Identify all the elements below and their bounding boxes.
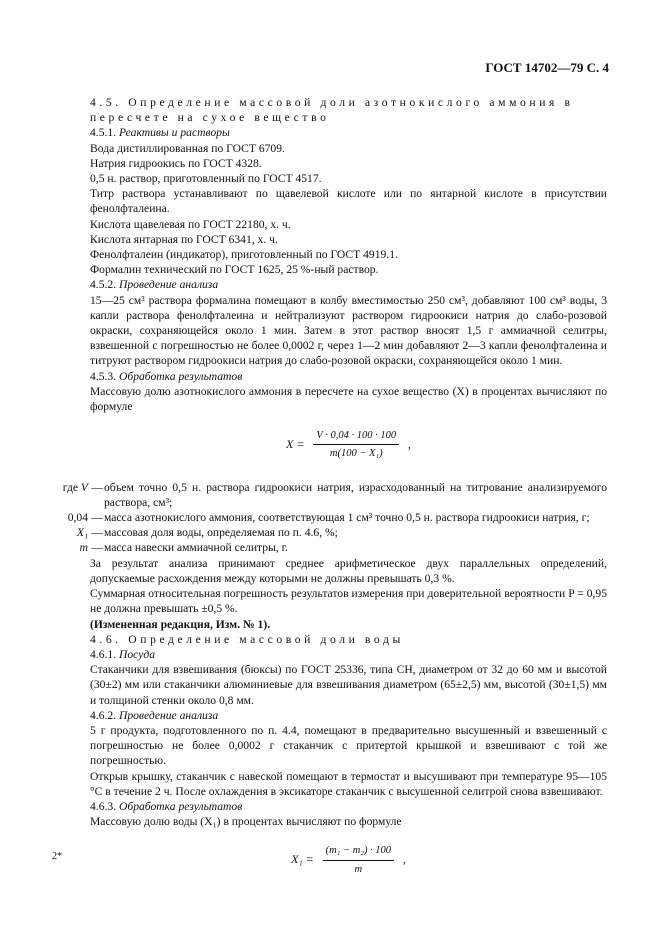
section-4-6-1-title [90,647,607,662]
section-title: Проведение анализа [119,278,219,292]
reagent-line: Вода дистиллированная по ГОСТ 6709. [90,141,285,155]
section-number: 4.6.1. [90,647,117,661]
reagent-line: Кислота щавелевая по ГОСТ 22180, х. ч. [90,217,291,231]
var-definition: масса азотнокислого аммония, соответствующая 1 см³ точно 0,5 н. раствора гидроокиси натрия, г; [104,511,590,525]
dash: — [91,526,103,540]
reagent-line: Натрия гидроокись по ГОСТ 4328. [90,156,262,170]
formula-numerator: V · 0,04 · 100 · 100 [313,428,399,445]
reagent-line: Фенолфталеин (индикатор), приготовленный по ГОСТ 4919.1. [90,248,398,262]
edit-note [90,617,607,632]
variable-definitions [54,480,607,556]
section-number: 4.5.2. [90,278,117,292]
section-number: 4.6.3. [90,799,117,813]
section-number: 4.5.1. [90,126,117,140]
section-title: Проведение анализа [119,708,219,722]
section-4-6-3-title [90,799,607,814]
var-symbol: X₁ [76,526,88,540]
analysis-paragraph: 5 г продукта, подготовленного по п. 4.4, помещают в предварительно высушенный и взвешенный с погрешностью не более 0,0002 г стаканчик с притертой крышкой и взвешивают с той же погрешностью. [90,723,607,768]
section-title: Обработка результатов [119,369,243,383]
section-4-5-2-title [90,277,607,292]
formula-fraction [313,428,399,461]
formula-denominator: m(100 − X₁) [329,448,383,460]
result-paragraph: За результат анализа принимают среднее арифметическое двух параллельных определений, допускаемые расхождения между которыми не должны превышать 0,3 %. [90,556,607,585]
reagent-line: 0,5 н. раствор, приготовленный по ГОСТ 4517. [90,172,322,186]
dash: — [91,541,103,555]
analysis-paragraph: Открыв крышку, стаканчик с навеской помещают в термостат и высушивают при температуре 95—105 °С в течение 2 ч. После охлаждения в эксикаторе стаканчик с высушенной селитрой снова взвешивают. [90,769,607,798]
var-definition: объем точно 0,5 н. раствора гидроокиси натрия, израсходованный на титрование анализируемого раствора, см³; [104,480,607,509]
dishes-paragraph: Стаканчики для взвешивания (бюксы) по ГОСТ 25336, типа СН, диаметром от 32 до 60 мм и высотой (30±2) мм или стаканчики алюминиевые для взвешивания диаметром (65±2,5) мм, высотой (30±1,5) мм и толщиной стенки около 0,8 мм. [90,663,607,707]
reagent-line: Формалин технический по ГОСТ 1625, 25 %-ный раствор. [90,263,379,277]
section-title: Посуда [119,647,156,661]
where-label [54,480,90,510]
analysis-paragraph: 15—25 см³ раствора формалина помещают в колбу вместимостью 250 см³, добавляют 100 см³ воды, 3 капли раствора фенолфталеина и нейтрализуют раствором гидроокиси натрия до слабо-розовой окраски, сохраняющейся около 1 мин. Затем в этот раствор вносят 1,5 г аммиачной селитры, взвешенной с погрешностью не более 0,0002 г, через 1—2 мин добавляют 2—3 капли фенолфталеина и титруют раствором гидроокиси натрия до слабо-розовой окраски, сохраняющейся около 1 мин. [90,293,607,368]
section-title: Обработка результатов [119,799,243,813]
where-word: где [62,480,78,494]
section-4-5-3-title [90,369,607,384]
section-number: 4.6.2. [90,708,117,722]
formula-intro: Массовую долю воды (X₁) в процентах вычисляют по формуле [90,815,402,829]
formula-water [90,843,607,876]
formula-numerator: (m₁ − m₂) · 100 [323,843,394,860]
var-symbol: V [80,480,88,494]
document-body [62,95,607,877]
formula-intro: Массовую долю азотнокислого аммония в пересчете на сухое вещество (X) в процентах вычисляют по формуле [90,384,607,414]
var-symbol: m [79,541,88,555]
page-header: ГОСТ 14702—79 С. 4 [485,60,609,75]
section-4-5-heading-line1: 4.5. Определение массовой доли азотнокислого аммония в [90,96,574,109]
page-footer-mark: 2* [52,851,62,862]
reagent-line: Титр раствора устанавливают по щавелевой кислоте или по янтарной кислоте в присутствии фенолфталеина. [90,187,607,216]
dash: — [91,480,103,494]
formula-end: , [408,438,411,452]
section-4-6-2-title [90,708,607,723]
error-paragraph: Суммарная относительная погрешность результатов измерения при доверительной вероятности P = 0,95 не должна превышать ±0,5 %. [90,587,607,616]
section-4-5-heading-line2: пересчете на сухое вещество [90,111,330,125]
section-4-6-heading: 4.6. Определение массовой доли воды [90,632,404,646]
section-number: 4.5.3. [90,369,117,383]
formula-ammonium-nitrate [90,428,607,461]
formula-fraction [323,843,394,876]
section-4-5-1-title [90,125,607,140]
var-definition: массовая доля воды, определяемая по п. 4.6, %; [104,526,338,540]
formula-lhs: X₁ = [291,852,314,867]
formula-denominator: m [354,863,363,875]
reagent-line: Кислота янтарная по ГОСТ 6341, х. ч. [90,232,278,246]
edit-note-text: (Измененная редакция, Изм. № 1). [90,617,271,631]
section-4-5-heading [90,95,607,110]
formula-end: , [402,853,406,867]
dash: — [91,511,103,525]
formula-lhs: X = [286,437,305,452]
var-definition: масса навески аммиачной селитры, г. [104,541,288,555]
var-symbol: 0,04 [67,511,88,525]
section-title: Реактивы и растворы [119,126,230,140]
